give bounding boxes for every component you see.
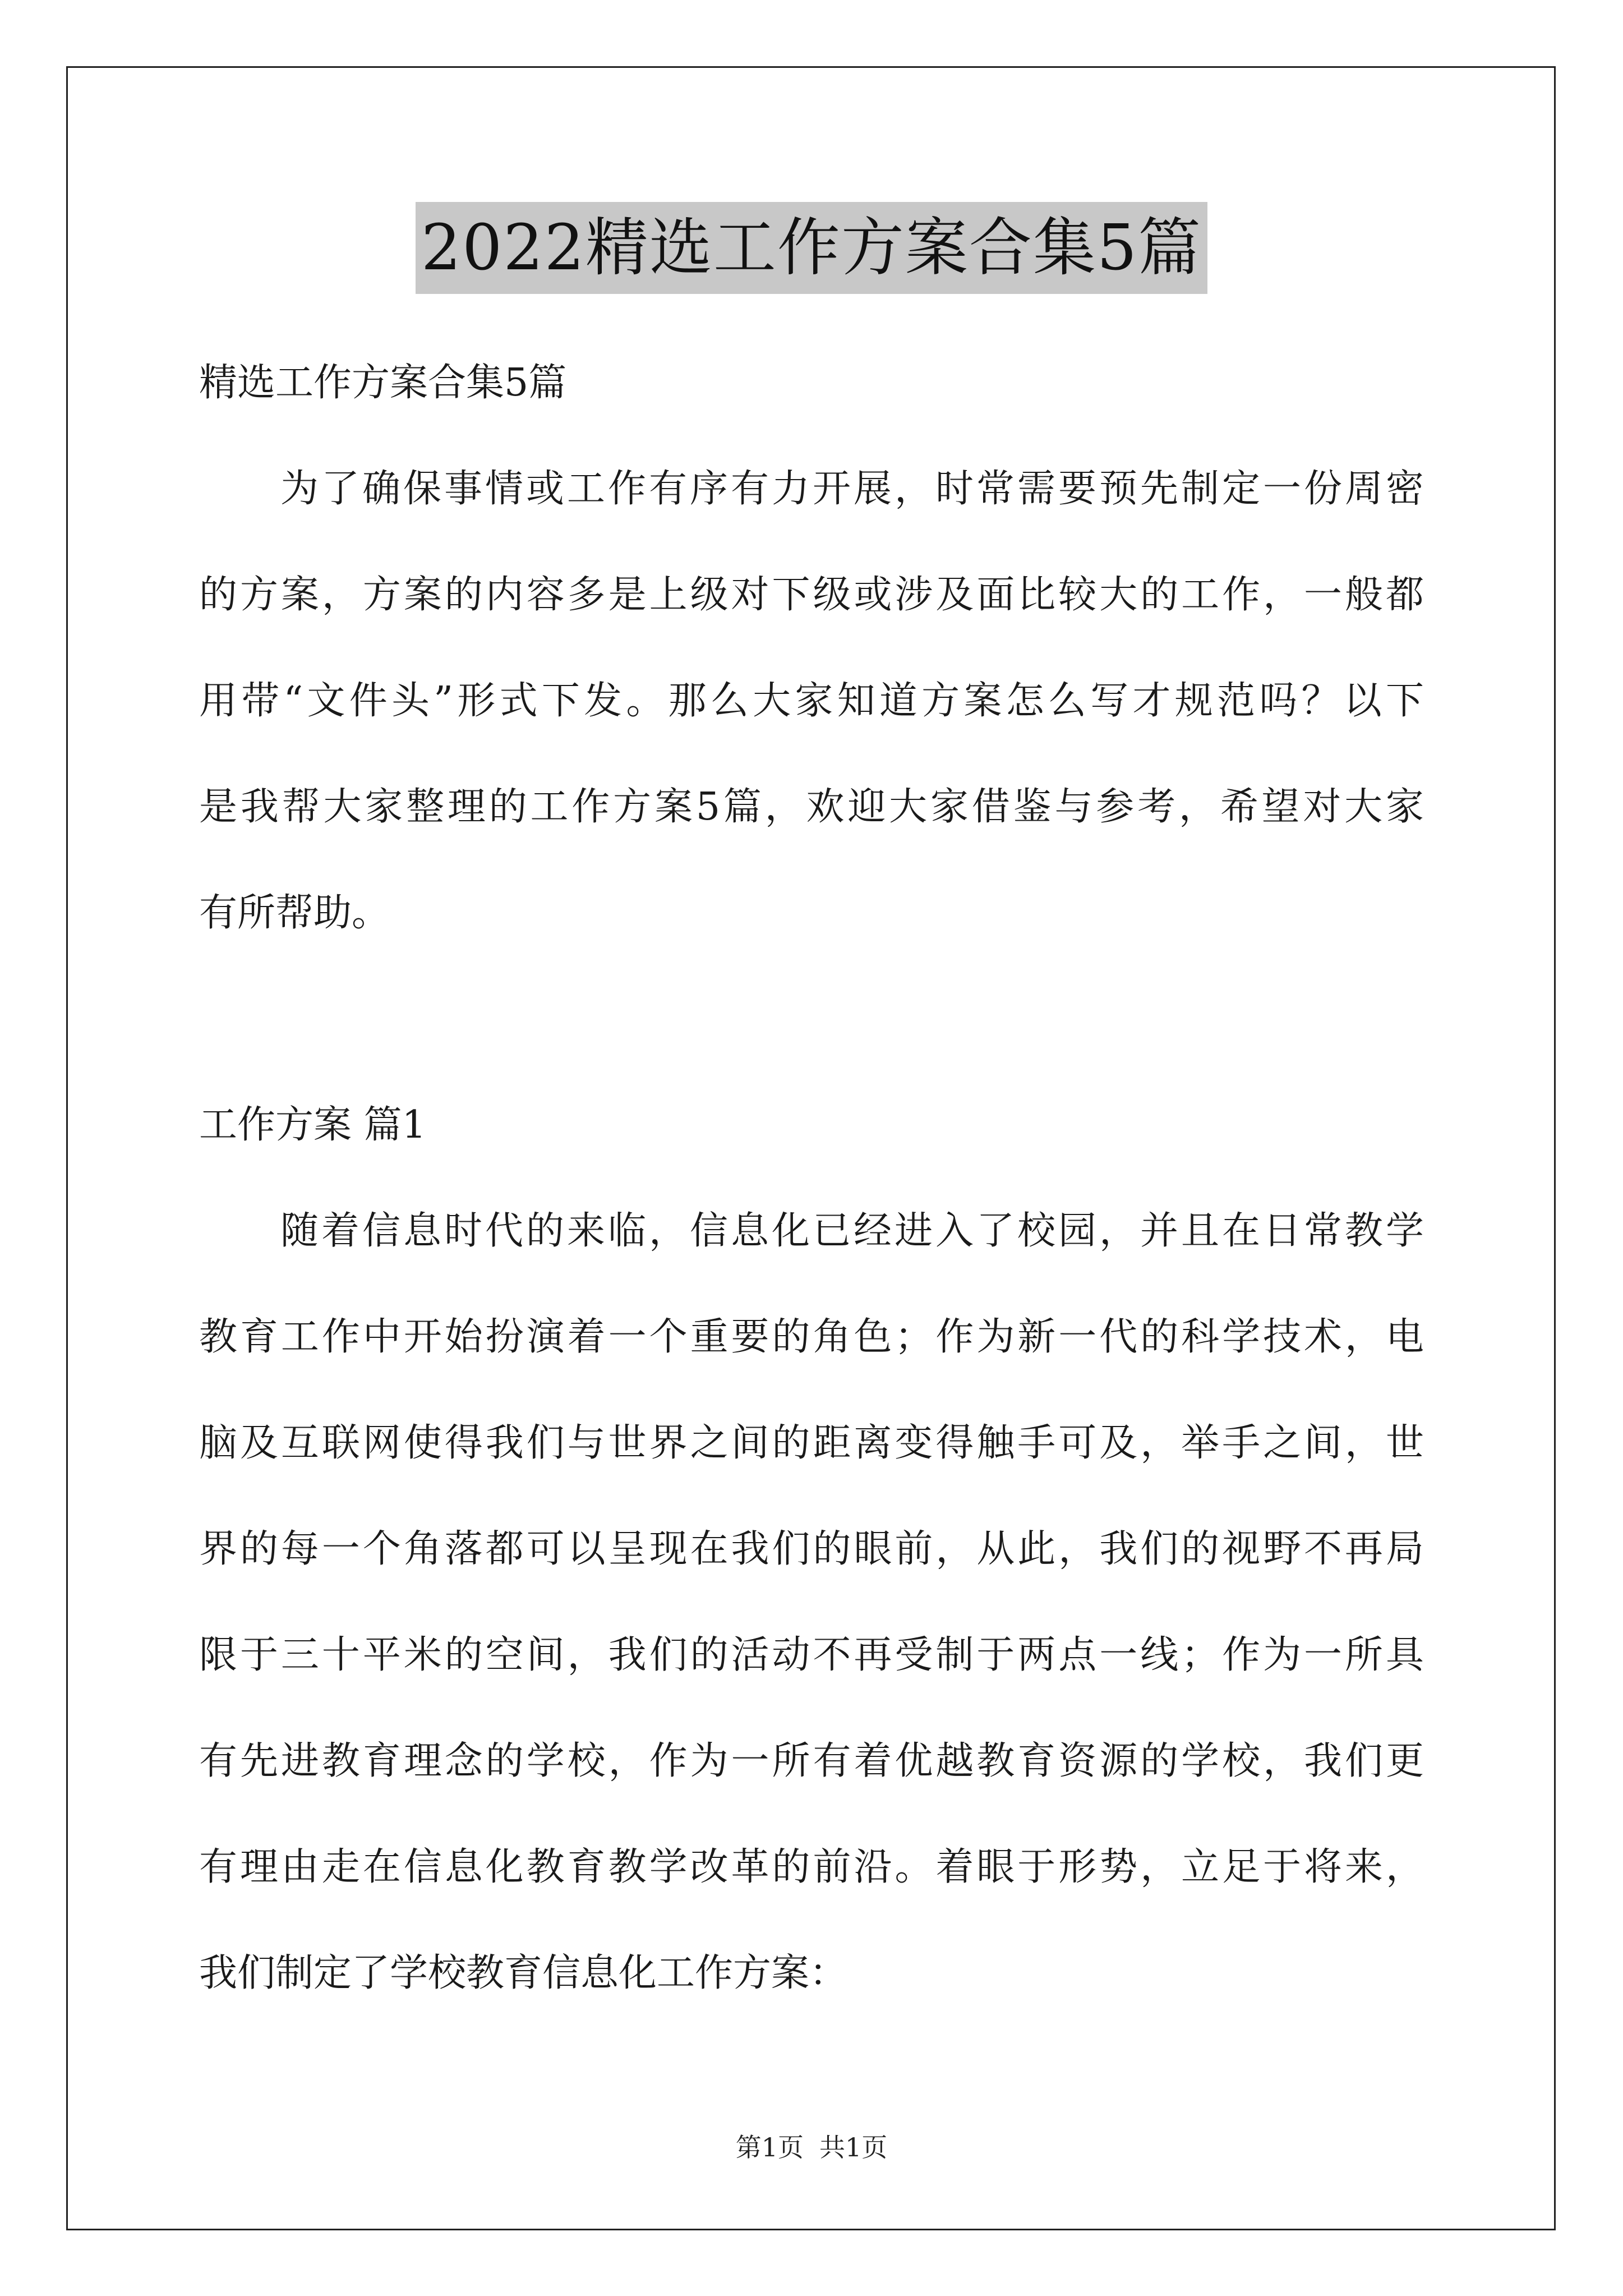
- intro-line: 为了确保事情或工作有序有力开展，时常需要预先制定一份周密: [280, 467, 1424, 511]
- section-line: 我们制定了学校教育信息化工作方案：: [199, 1951, 848, 1995]
- title-container: [0, 202, 1623, 294]
- section-line: 教育工作中开始扮演着一个重要的角色；作为新一代的科学技术，电: [199, 1315, 1424, 1359]
- page-number: 第1页: [735, 2132, 804, 2162]
- intro-line: 的方案，方案的内容多是上级对下级或涉及面比较大的工作，一般都: [199, 573, 1424, 617]
- section-line: 有理由走在信息化教育教学改革的前沿。着眼于形势，立足于将来，: [199, 1845, 1424, 1889]
- section-line: 有先进教育理念的学校，作为一所有着优越教育资源的学校，我们更: [199, 1739, 1424, 1783]
- document-title: 2022精选工作方案合集5篇: [416, 202, 1207, 294]
- section-line: 脑及互联网使得我们与世界之间的距离变得触手可及，举手之间，世: [199, 1421, 1424, 1465]
- intro-line: 有所帮助。: [199, 891, 390, 935]
- page-footer: [0, 2131, 1623, 2164]
- page-total: 共1页: [819, 2132, 888, 2162]
- subtitle: 精选工作方案合集5篇: [199, 361, 567, 405]
- section-line: 界的每一个角落都可以呈现在我们的眼前，从此，我们的视野不再局: [199, 1527, 1424, 1571]
- intro-line: 是我帮大家整理的工作方案5篇，欢迎大家借鉴与参考，希望对大家: [199, 785, 1424, 829]
- section-line: 随着信息时代的来临，信息化已经进入了校园，并且在日常教学: [280, 1209, 1424, 1253]
- section-heading: 工作方案 篇1: [199, 1103, 426, 1147]
- intro-line: 用带“文件头”形式下发。那么大家知道方案怎么写才规范吗？以下: [199, 679, 1424, 723]
- section-line: 限于三十平米的空间，我们的活动不再受制于两点一线；作为一所具: [199, 1633, 1424, 1677]
